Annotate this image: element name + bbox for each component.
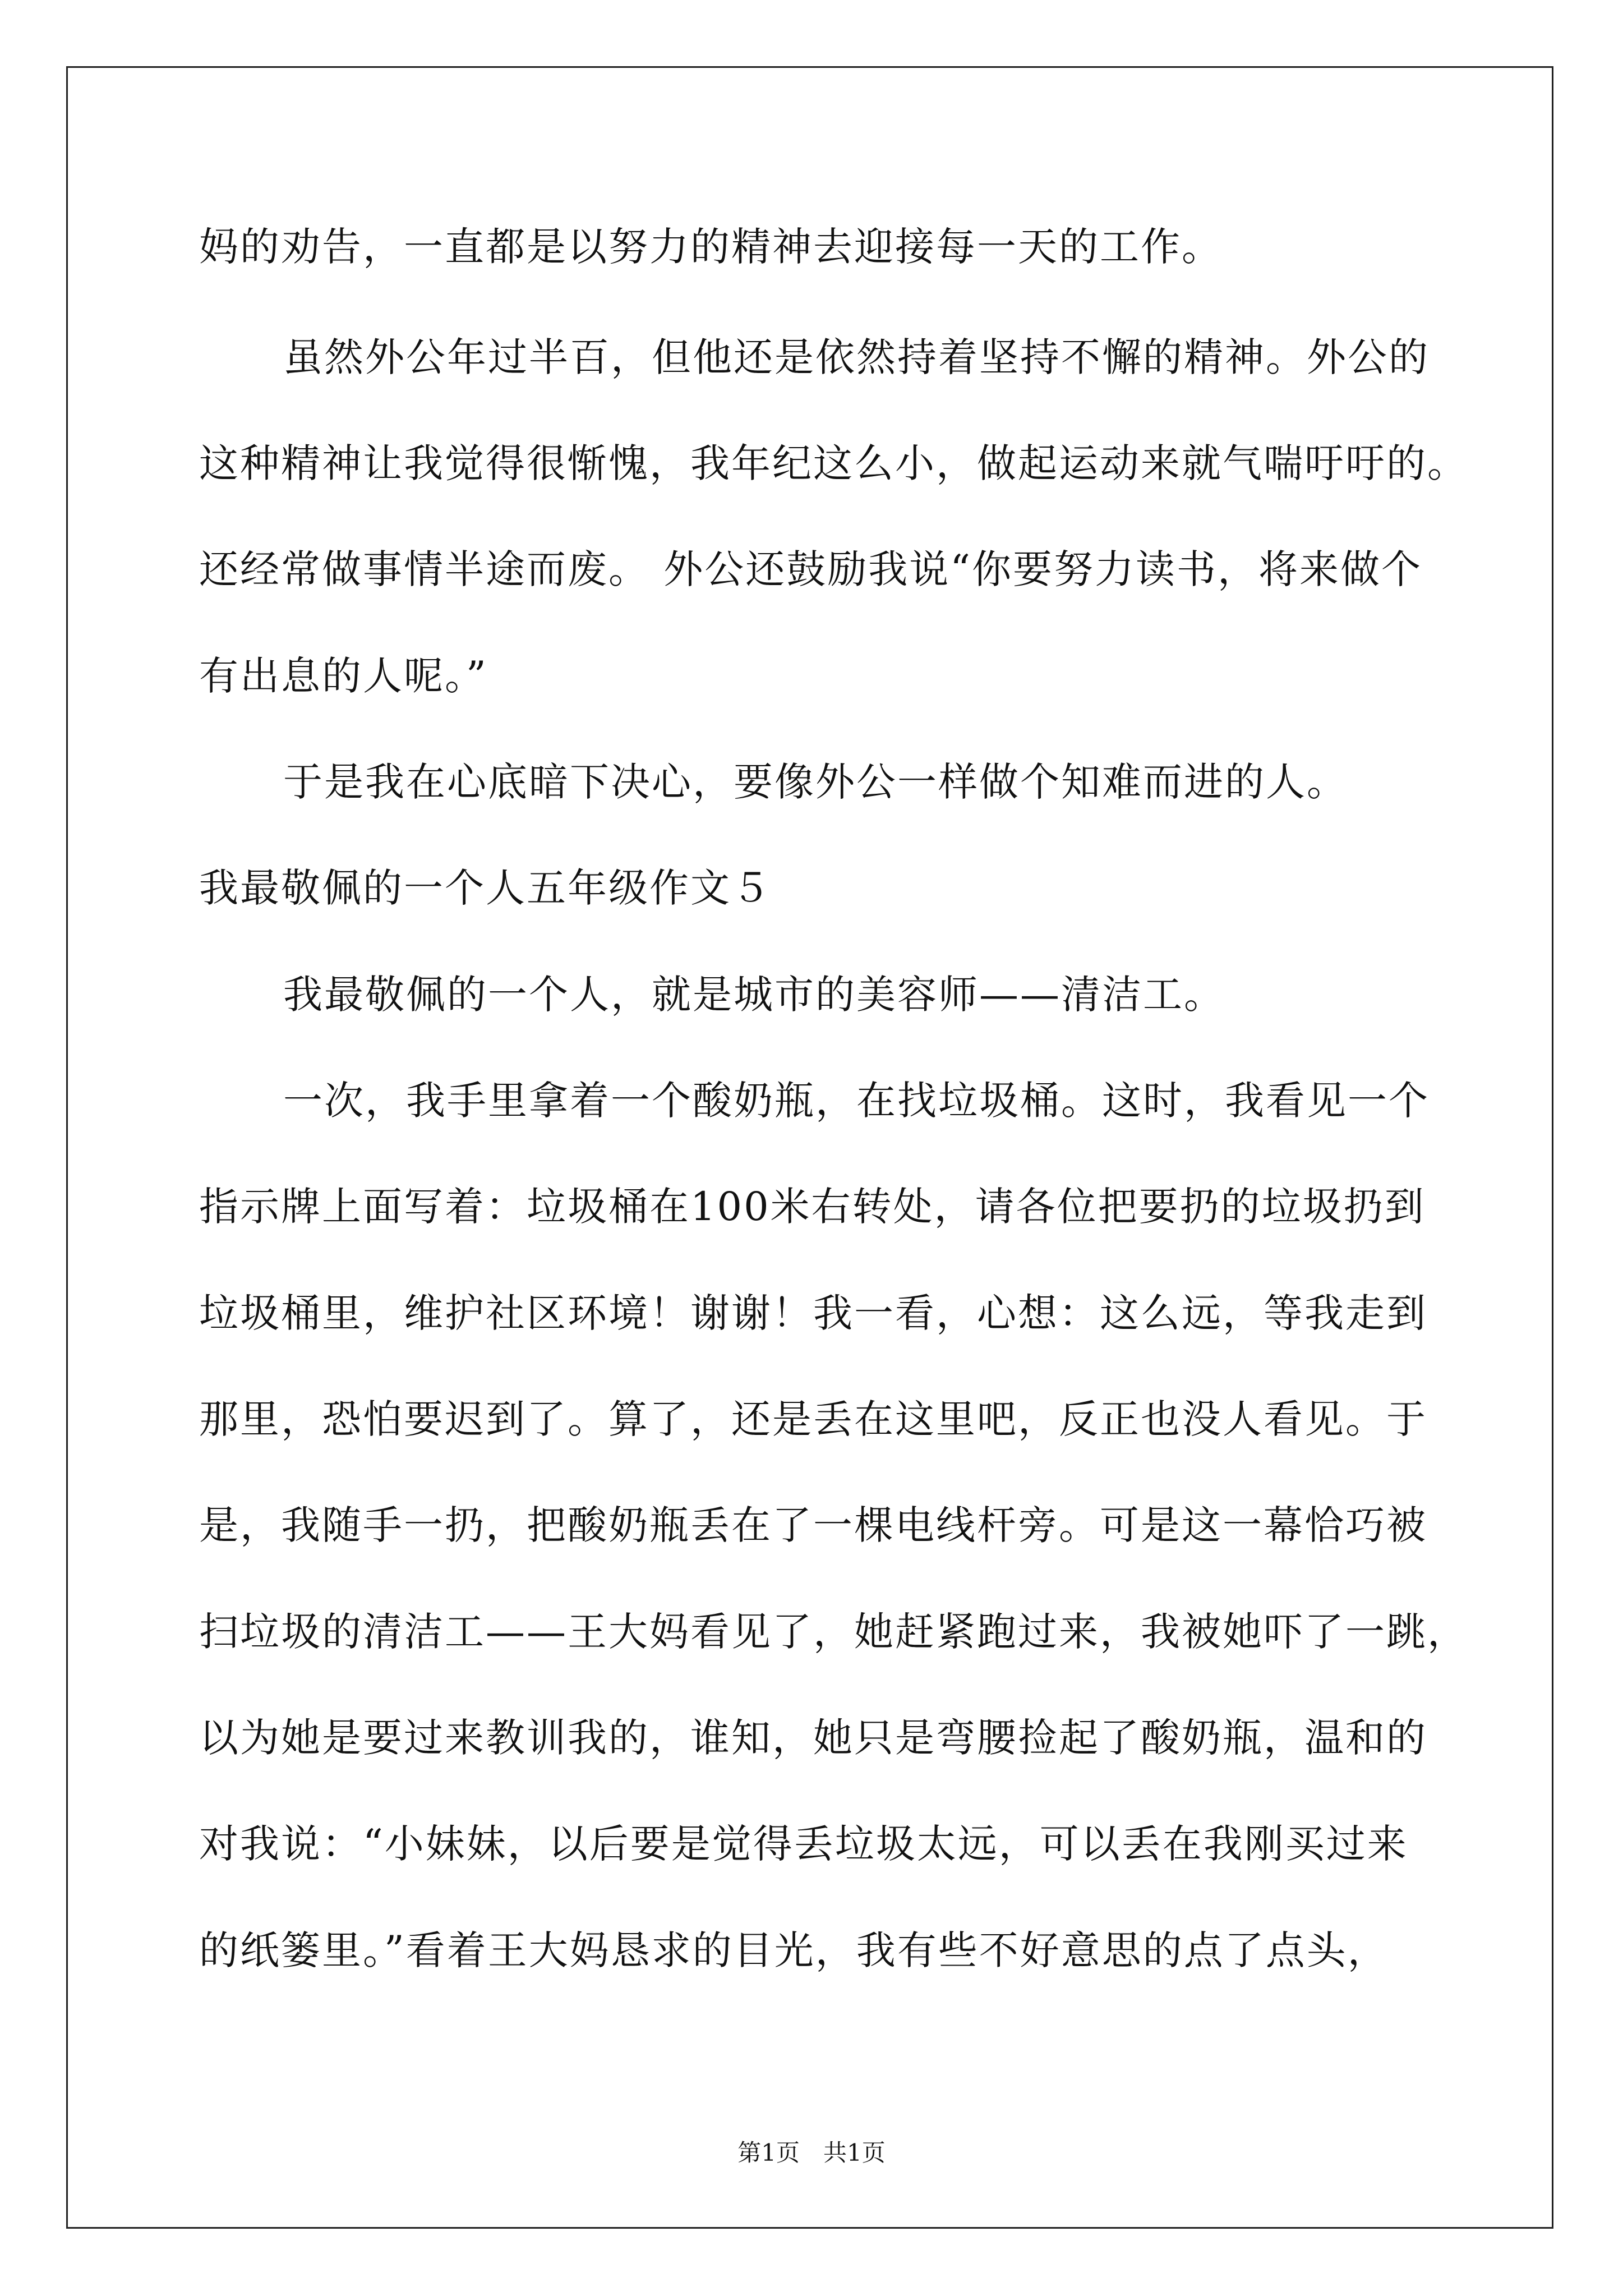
text-line: 一次，我手里拿着一个酸奶瓶，在找垃圾桶。这时，我看见一个 <box>283 1078 1430 1124</box>
page-footer: 第1页 共1页 <box>737 2139 886 2166</box>
text-line: 对我说：“小妹妹，以后要是觉得丢垃圾太远，可以丢在我刚买过来 <box>199 1821 1408 1867</box>
text-line: 的纸篓里。”看着王大妈恳求的目光，我有些不好意思的点了点头， <box>199 1927 1389 1973</box>
text-line: 妈的劝告，一直都是以努力的精神去迎接每一天的工作。 <box>199 224 1223 270</box>
text-line: 我最敬佩的一个人，就是城市的美容师——清洁工。 <box>283 972 1225 1018</box>
text-line: 以为她是要过来教训我的，谁知，她只是弯腰捡起了酸奶瓶，温和的 <box>199 1715 1427 1761</box>
text-line: 是，我随手一扔，把酸奶瓶丢在了一棵电线杆旁。可是这一幕恰巧被 <box>199 1502 1427 1548</box>
text-line: 还经常做事情半途而废。 外公还鼓励我说“你要努力读书，将来做个 <box>199 546 1423 592</box>
text-line: 指示牌上面写着：垃圾桶在100米右转处，请各位把要扔的垃圾扔到 <box>199 1184 1426 1230</box>
text-line: 垃圾桶里，维护社区环境！谢谢！我一看，心想：这么远，等我走到 <box>199 1290 1427 1336</box>
text-line: 这种精神让我觉得很惭愧，我年纪这么小，做起运动来就气喘吁吁的。 <box>199 440 1468 486</box>
text-line: 于是我在心底暗下决心，要像外公一样做个知难而进的人。 <box>283 759 1348 805</box>
section-heading: 我最敬佩的一个人五年级作文５ <box>199 865 772 911</box>
page-border <box>66 66 1553 2229</box>
text-line: 有出息的人呢。” <box>199 653 488 699</box>
text-line: 虽然外公年过半百，但他还是依然持着坚持不懈的精神。外公的 <box>283 334 1430 380</box>
text-line: 扫垃圾的清洁工——王大妈看见了，她赶紧跑过来，我被她吓了一跳， <box>199 1609 1468 1655</box>
text-line: 那里，恐怕要迟到了。算了，还是丢在这里吧，反正也没人看见。于 <box>199 1396 1427 1442</box>
